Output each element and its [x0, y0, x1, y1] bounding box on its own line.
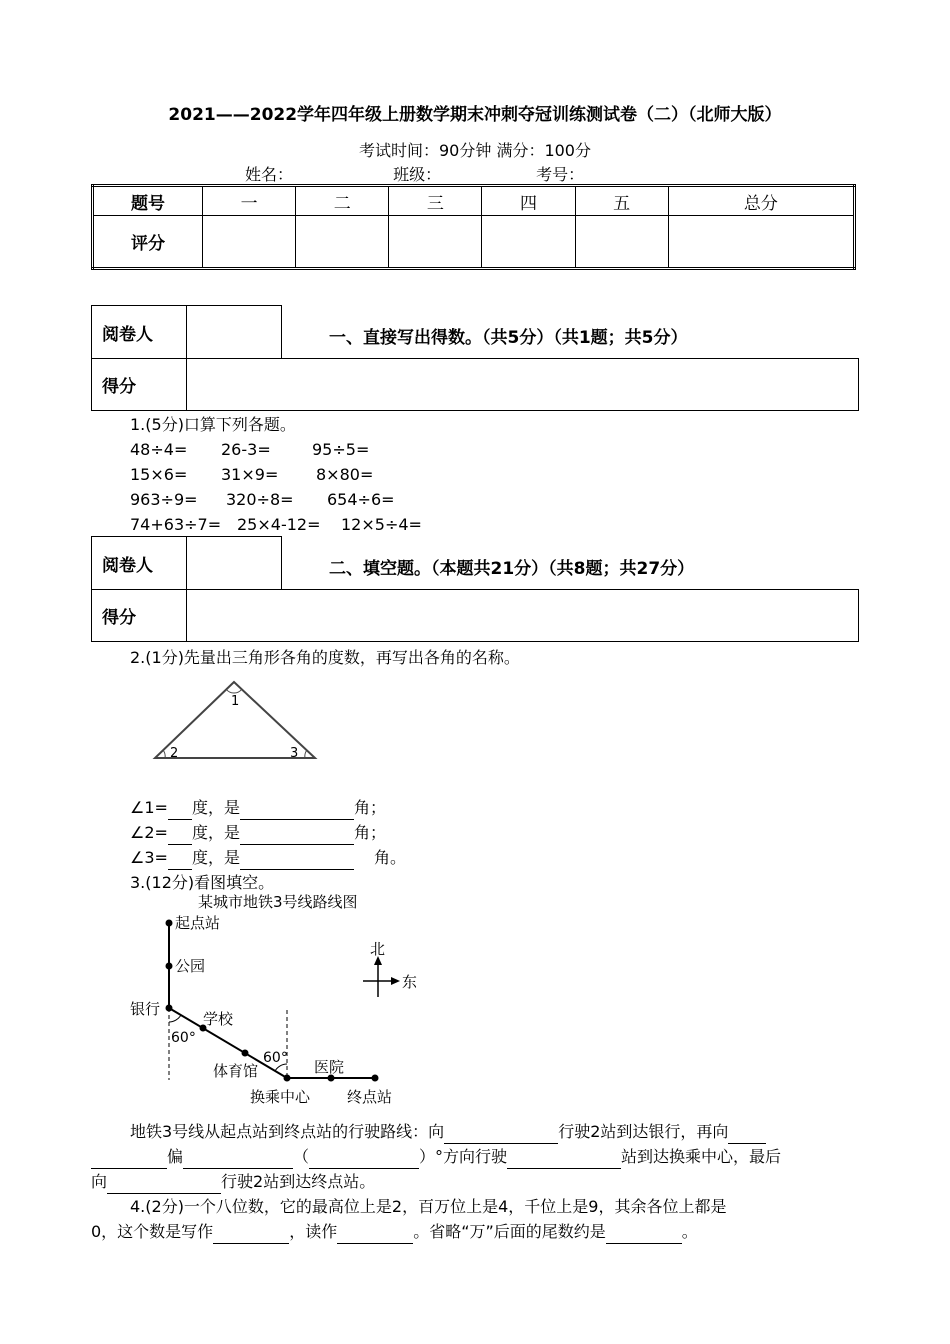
q3-blank-direction4[interactable]	[107, 1176, 221, 1194]
q1-item: 12×5÷4=	[341, 515, 422, 534]
score-table-row1-label: 题号	[93, 186, 203, 216]
q2-prompt: 2.(1分)先量出三角形各角的度数，再写出各角的名称。	[130, 648, 520, 667]
angle-2-arc	[163, 750, 165, 758]
q4-line1: 4.(2分)一个八位数，它的最高位上是2，百万位上是4，千位上是9，其余各位上都是	[130, 1197, 727, 1216]
q4-text: 0，这个数是写作	[91, 1222, 214, 1241]
name-label: 姓名：	[245, 165, 294, 184]
compass-icon	[363, 956, 400, 997]
q3-blank-angle[interactable]	[309, 1151, 419, 1169]
triangle-label-2: 2	[170, 746, 179, 761]
angle-3-arc	[305, 750, 307, 758]
section2-reviewer-label: 阅卷人	[91, 536, 187, 590]
angle-label: ∠3=	[130, 848, 168, 867]
q2-end-text: 角；	[353, 823, 386, 842]
q2-degree-blank[interactable]	[168, 827, 192, 845]
q4-text: 。省略“万”后面的尾数约是	[413, 1222, 606, 1241]
q2-name-blank[interactable]	[240, 827, 354, 845]
score-cell[interactable]	[482, 216, 575, 269]
angle-label: ∠1=	[130, 798, 168, 817]
q1-item: 654÷6=	[327, 490, 395, 509]
q3-text: 站到达换乘中心，最后	[621, 1147, 782, 1166]
subway-map	[125, 890, 435, 1112]
score-table-col: 五	[575, 186, 668, 216]
section1-heading: 一、直接写出得数。（共5分）（共1题；共5分）	[329, 328, 688, 348]
q3-blank-direction2b[interactable]	[91, 1151, 167, 1169]
q3-text: 行驶2站到达终点站。	[221, 1172, 376, 1191]
q3-text: 偏	[167, 1147, 184, 1166]
angle-label: ∠2=	[130, 823, 168, 842]
q3-text-line1	[130, 1119, 766, 1144]
station-dot-transfer	[284, 1075, 291, 1082]
q2-name-blank[interactable]	[240, 852, 354, 870]
q1-item: 15×6=	[130, 465, 188, 484]
score-cell[interactable]	[203, 216, 296, 269]
exam-time-info: 考试时间：90分钟 满分：100分	[359, 141, 591, 160]
q1-item: 95÷5=	[312, 440, 370, 459]
q3-prompt: 3.(12分)看图填空。	[130, 873, 275, 892]
section1-header-box	[91, 305, 859, 411]
class-label: 班级：	[393, 165, 442, 184]
q1-prompt: 1.(5分)口算下列各题。	[130, 415, 296, 434]
q2-line	[130, 820, 386, 845]
score-table-col: 一	[203, 186, 296, 216]
q3-text: ）°方向行驶	[419, 1147, 508, 1166]
q2-mid-text: 度，是	[191, 823, 240, 842]
q3-text: 行驶2站到达银行，再向	[558, 1122, 729, 1141]
name-field[interactable]	[293, 167, 388, 185]
score-cell[interactable]	[389, 216, 482, 269]
map-title: 某城市地铁3号线路线图	[198, 893, 358, 911]
station-label: 公园	[175, 957, 206, 975]
q2-line	[130, 845, 406, 870]
triangle-label-3: 3	[290, 746, 299, 761]
q1-item: 963÷9=	[130, 490, 198, 509]
q2-line	[130, 795, 386, 820]
q1-item: 25×4-12=	[237, 515, 321, 534]
station-label: 起点站	[175, 914, 221, 932]
angle-label-bank: 60°	[171, 1030, 196, 1046]
score-table-col: 总分	[668, 186, 854, 216]
score-table-col: 二	[296, 186, 389, 216]
section1-reviewer-label: 阅卷人	[91, 305, 187, 359]
q2-degree-blank[interactable]	[168, 852, 192, 870]
q1-item: 320÷8=	[226, 490, 294, 509]
q4-blank-write[interactable]	[213, 1226, 289, 1244]
q1-item: 26-3=	[221, 440, 271, 459]
station-label: 银行	[130, 1000, 161, 1018]
q4-text: 。	[681, 1222, 698, 1241]
exam-no-label: 考号：	[536, 165, 585, 184]
q4-line2	[91, 1219, 698, 1244]
score-cell[interactable]	[575, 216, 668, 269]
q2-mid-text: 度，是	[191, 848, 240, 867]
section2-heading: 二、填空题。（本题共21分）（共8题；共27分）	[329, 559, 695, 579]
station-dot-bank	[166, 1005, 173, 1012]
q3-text: 向	[91, 1172, 108, 1191]
q2-mid-text: 度，是	[191, 798, 240, 817]
station-label: 医院	[314, 1058, 345, 1076]
section2-reviewer-field[interactable]	[186, 536, 282, 590]
section2-score-label: 得分	[91, 589, 187, 642]
q1-item: 48÷4=	[130, 440, 188, 459]
score-cell[interactable]	[296, 216, 389, 269]
section2-score-field[interactable]	[186, 589, 859, 642]
q4-text: ，读作	[289, 1222, 338, 1241]
station-label: 终点站	[347, 1088, 393, 1106]
q3-blank-stops[interactable]	[507, 1151, 621, 1169]
score-table-row2-label: 评分	[93, 216, 203, 269]
q3-blank-direction3[interactable]	[183, 1151, 293, 1169]
score-cell[interactable]	[668, 216, 854, 269]
angle-arc-bank	[169, 1015, 181, 1022]
q1-item: 8×80=	[316, 465, 374, 484]
score-table-col: 三	[389, 186, 482, 216]
q2-end-text: 角。	[373, 848, 406, 867]
station-dot-start	[166, 920, 173, 927]
student-info-line	[245, 162, 679, 185]
q3-text-line3	[91, 1169, 375, 1194]
q2-degree-blank[interactable]	[168, 802, 192, 820]
station-dot-park	[166, 963, 173, 970]
q2-end-text: 角；	[353, 798, 386, 817]
angle-label-transfer: 60°	[263, 1050, 288, 1066]
section1-reviewer-field[interactable]	[186, 305, 282, 359]
class-field[interactable]	[441, 167, 536, 185]
station-label: 换乘中心	[250, 1088, 311, 1106]
q1-item: 74+63÷7=	[130, 515, 222, 534]
station-dot-stadium	[242, 1050, 249, 1057]
q3-text-line2	[91, 1144, 781, 1169]
score-table-col: 四	[482, 186, 575, 216]
q2-name-blank[interactable]	[240, 802, 354, 820]
station-dot-end	[372, 1075, 379, 1082]
q4-blank-approx[interactable]	[606, 1226, 682, 1244]
q3-text: 地铁3号线从起点站到终点站的行驶路线：向	[130, 1122, 445, 1141]
q3-blank-direction1[interactable]	[444, 1126, 558, 1144]
compass-north-label: 北	[370, 940, 386, 958]
exam-title: 2021——2022学年四年级上册数学期末冲刺夺冠训练测试卷（二）（北师大版）	[168, 105, 782, 125]
q3-blank-direction2a[interactable]	[728, 1126, 766, 1144]
compass-east-label: 东	[402, 973, 418, 991]
station-label: 学校	[203, 1010, 234, 1028]
exam-no-field[interactable]	[584, 167, 679, 185]
angle-1-arc	[226, 689, 242, 693]
q1-item: 31×9=	[221, 465, 279, 484]
q3-text: （	[293, 1147, 310, 1166]
station-label: 体育馆	[213, 1062, 259, 1080]
score-table	[91, 184, 856, 270]
q4-blank-read[interactable]	[337, 1226, 413, 1244]
section1-score-label: 得分	[91, 358, 187, 411]
triangle-label-1: 1	[231, 694, 240, 709]
section2-header-box	[91, 536, 859, 642]
section1-score-field[interactable]	[186, 358, 859, 411]
triangle-figure	[150, 678, 320, 763]
